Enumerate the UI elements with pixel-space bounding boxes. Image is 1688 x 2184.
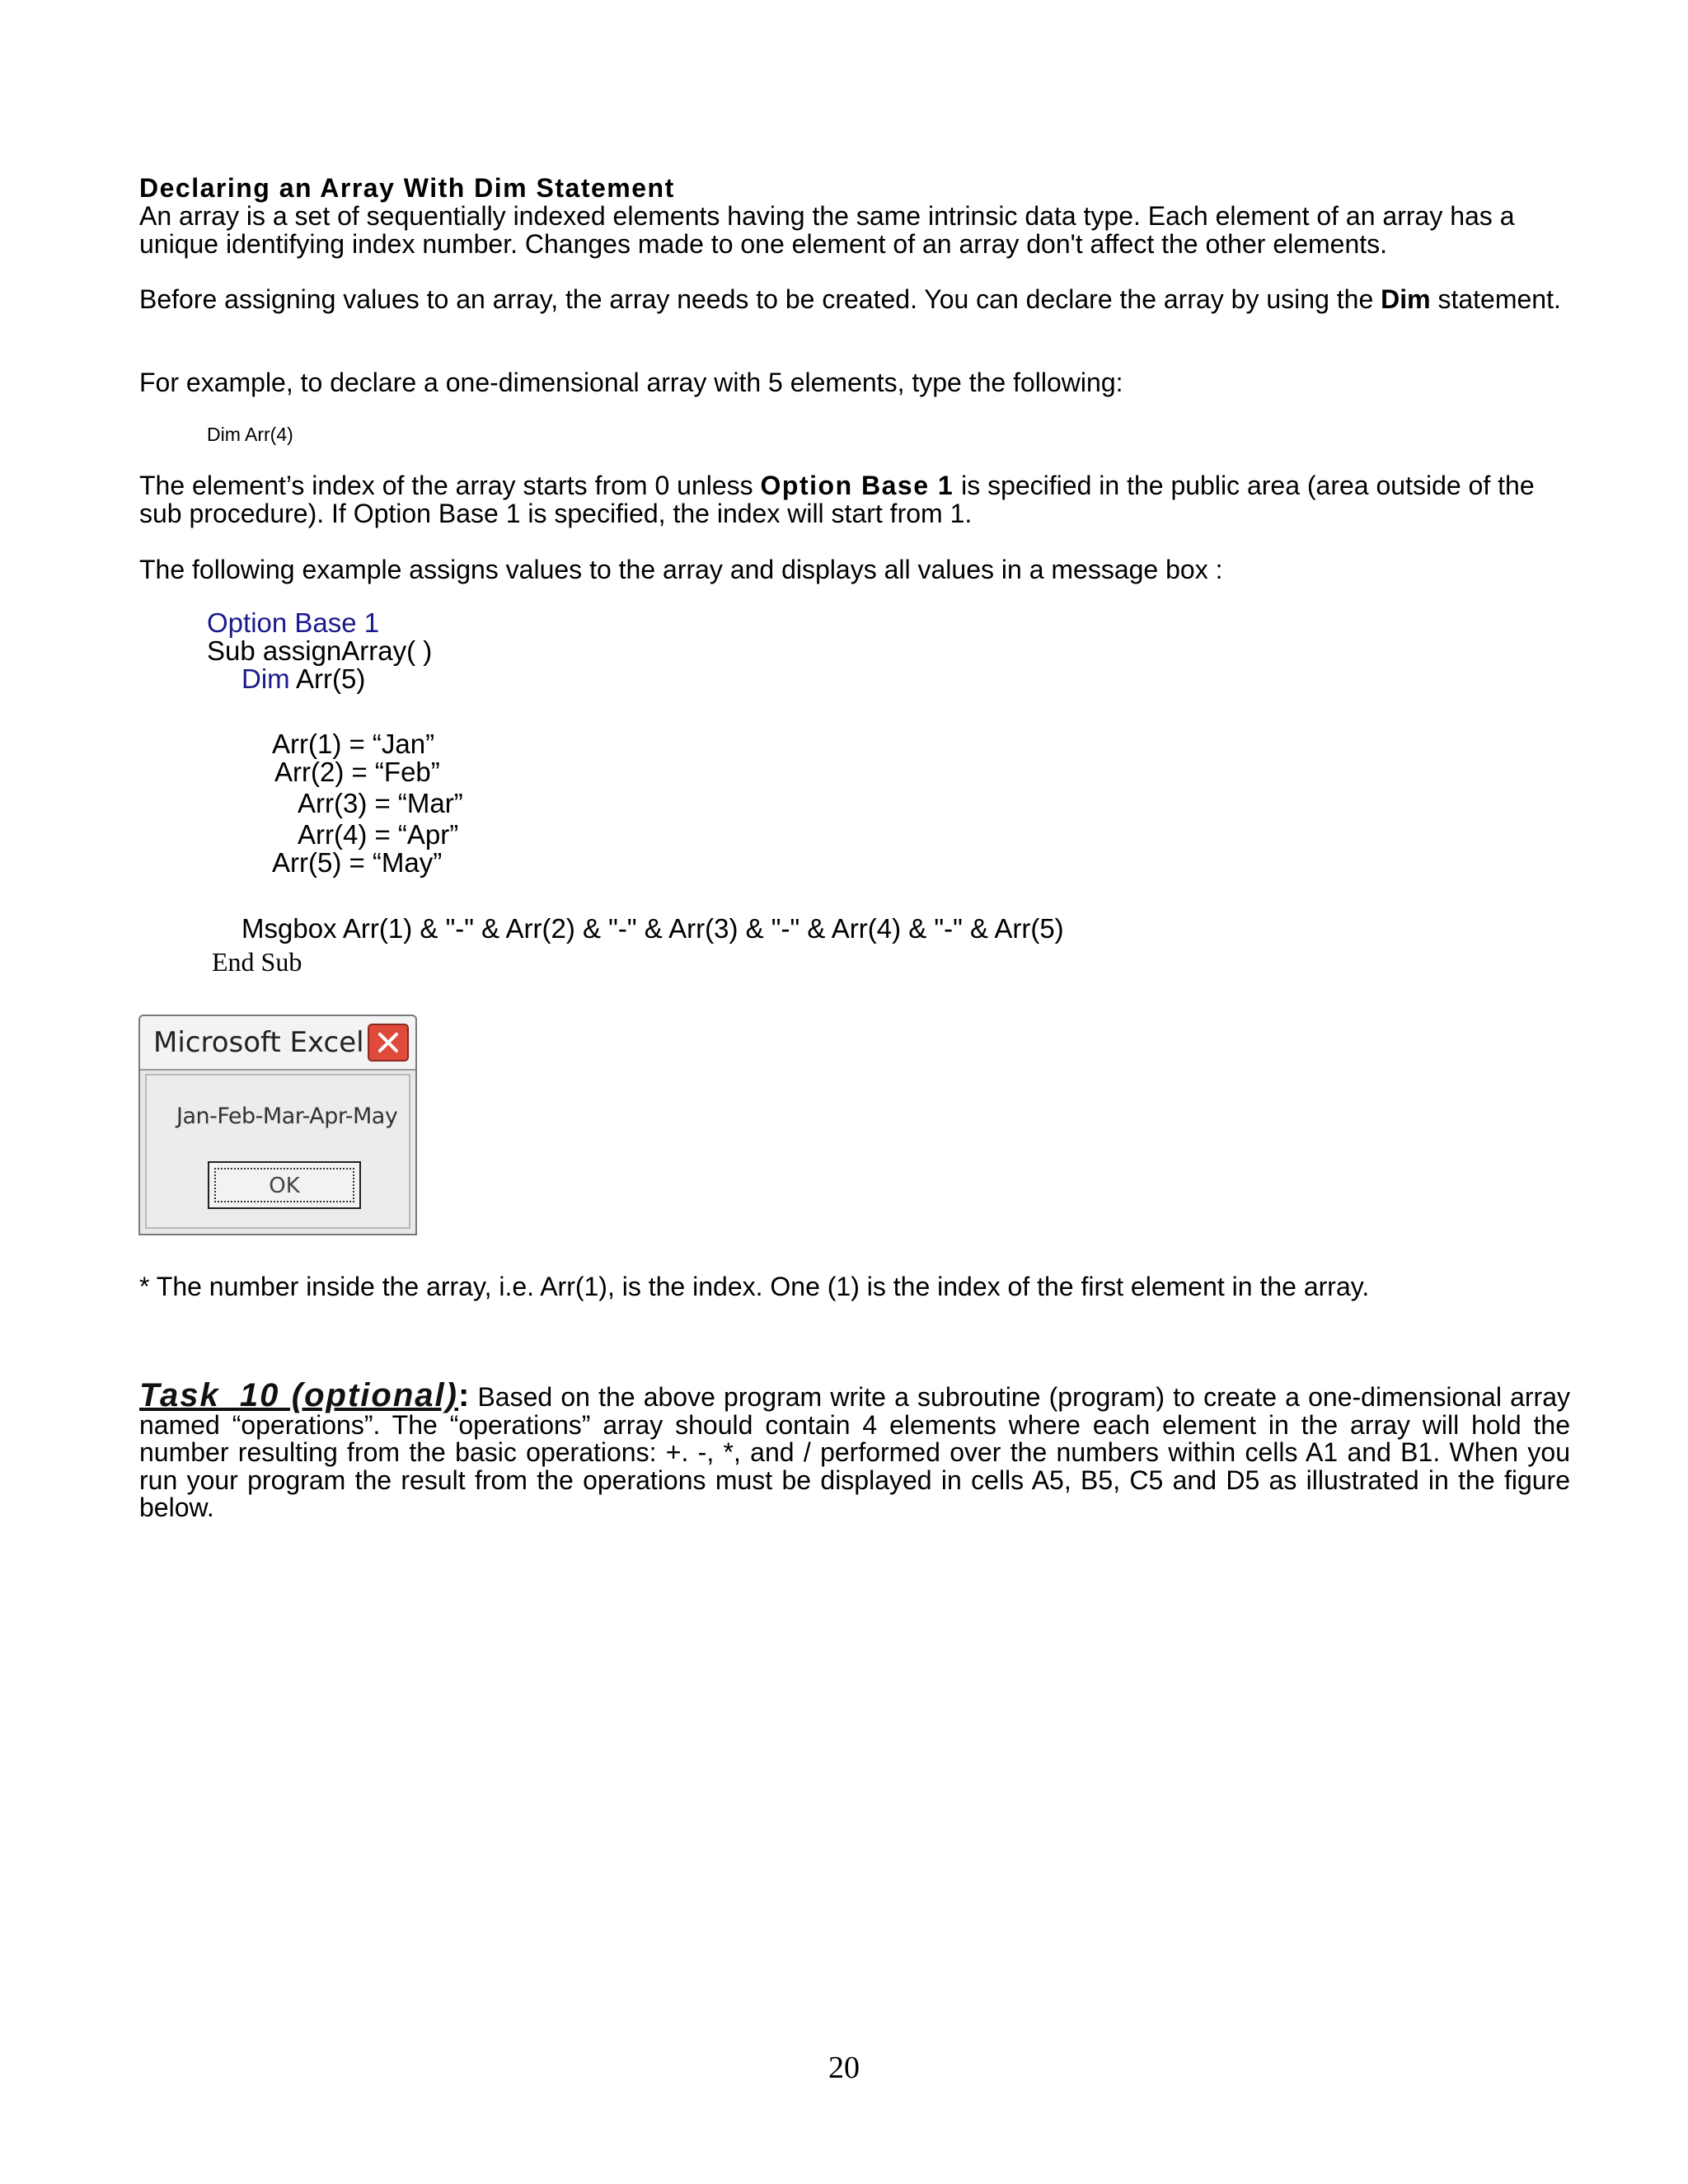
intro-paragraph: An array is a set of sequentially indexed elements having the same intrinsic data type. Each element of an array has a unique identifying index number. Changes made to one element of an array don't affect the other elements. [139, 201, 1515, 259]
code-dim-keyword: Dim [241, 663, 290, 694]
dim-example-code: Dim Arr(4) [207, 424, 293, 445]
index-text-2: is specified in the public area (area outside of the sub procedure). If Option Base 1 is specified, the index will start from 1. [139, 471, 1535, 528]
dim-keyword: Dim [1381, 284, 1431, 314]
code-assign-2: Arr(2) = “Feb” [274, 757, 440, 787]
example-intro: For example, to declare a one-dimensional array with 5 elements, type the following: [139, 368, 1123, 397]
option-base-keyword: Option Base 1 [760, 471, 954, 500]
declare-paragraph [139, 285, 1570, 313]
message-box-dialog [138, 1015, 417, 1235]
close-icon [376, 1030, 401, 1055]
code-sub-line: Sub assignArray( ) [207, 635, 433, 666]
task-body: Based on the above program write a subroutine (program) to create a one-dimensional array named “operations”. The “operations” array should contain 4 elements where each element in the array will hold the number resulting from the basic operations: +. -, *, and / performed over the numbers within cells A1 and B1. When you run your program the result from the operations must be displayed in cells A5, B5, C5 and D5 as illustrated in the figure below. [139, 1382, 1570, 1522]
dialog-title: Microsoft Excel [153, 1026, 364, 1059]
section-heading: Declaring an Array With Dim Statement [139, 173, 675, 203]
code-assign-5: Arr(5) = “May” [272, 847, 443, 878]
dialog-message: Jan-Feb-Mar-Apr-May [176, 1104, 398, 1129]
page-number: 20 [828, 2050, 860, 2085]
index-text-1: The element’s index of the array starts from 0 unless [139, 471, 761, 500]
declare-text: Before assigning values to an array, the array needs to be created. You can declare the array by using the [139, 284, 1381, 314]
dialog-body [145, 1074, 410, 1229]
code-assign-3: Arr(3) = “Mar” [298, 788, 463, 818]
dialog-title-bar [140, 1016, 415, 1071]
code-dim-line [241, 665, 365, 693]
assign-intro: The following example assigns values to the array and displays all values in a message box : [139, 555, 1223, 584]
ok-button[interactable] [208, 1161, 361, 1209]
code-end-sub: End Sub [212, 947, 302, 977]
code-option-base: Option Base 1 [207, 607, 380, 638]
code-assign-1: Arr(1) = “Jan” [272, 729, 435, 759]
code-dim-rest: Arr(5) [289, 663, 366, 694]
close-button[interactable] [368, 1024, 409, 1062]
code-msgbox-line: Msgbox Arr(1) & "-" & Arr(2) & "-" & Arr(3) & "-" & Arr(4) & "-" & Arr(5) [241, 913, 1064, 944]
index-paragraph [139, 471, 1570, 527]
code-assign-4: Arr(4) = “Apr” [298, 819, 459, 850]
declare-text-end: statement. [1430, 284, 1561, 314]
index-note: * The number inside the array, i.e. Arr(1), is the index. One (1) is the index of the first element in the array. [139, 1272, 1370, 1301]
task-title: Task_10 (optional) [139, 1377, 458, 1413]
task-paragraph [139, 1377, 1570, 1522]
ok-button-label: OK [214, 1168, 354, 1202]
task-colon: : [457, 1377, 470, 1413]
